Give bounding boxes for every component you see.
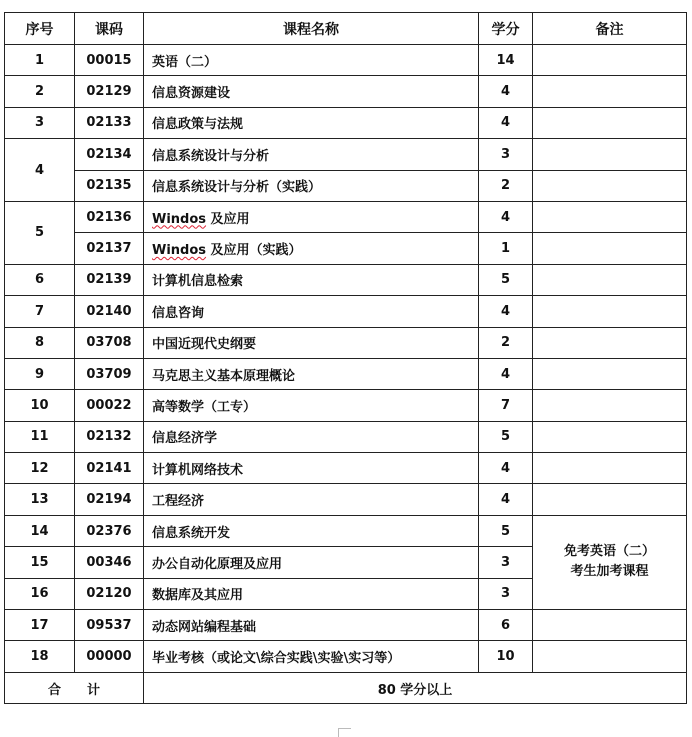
course-name: 英语（二）: [144, 45, 479, 76]
note-line-1: 免考英语（二）: [563, 544, 655, 560]
course-credits: 3: [479, 578, 533, 609]
course-credits: 10: [479, 641, 533, 672]
course-name: 马克思主义基本原理概论: [144, 358, 479, 389]
course-name: 信息咨询: [144, 296, 479, 327]
course-name: [144, 201, 479, 232]
table-row: [5, 515, 687, 546]
note-cell: [533, 76, 687, 107]
header-credits: 学分: [479, 13, 533, 45]
course-credits: 14: [479, 45, 533, 76]
course-credits: 4: [479, 453, 533, 484]
course-credits: 7: [479, 390, 533, 421]
row-index: 6: [5, 264, 75, 295]
note-cell: [533, 484, 687, 515]
note-cell: [533, 390, 687, 421]
total-value: 80 学分以上: [144, 672, 687, 703]
course-name-suffix: 及应用: [206, 211, 250, 227]
row-index: 10: [5, 390, 75, 421]
course-credits: 4: [479, 107, 533, 138]
header-note: 备注: [533, 13, 687, 45]
course-credits: 4: [479, 484, 533, 515]
course-name: 信息系统开发: [144, 515, 479, 546]
course-name-prefix: Windos: [152, 243, 207, 259]
total-row: [5, 672, 687, 703]
course-name: 计算机网络技术: [144, 453, 479, 484]
row-index: 2: [5, 76, 75, 107]
note-cell: [533, 264, 687, 295]
table-row: [5, 45, 687, 76]
course-name: 计算机信息检索: [144, 264, 479, 295]
note-cell: [533, 641, 687, 672]
course-credits: 3: [479, 547, 533, 578]
note-cell: [533, 453, 687, 484]
course-code: 03708: [75, 327, 144, 358]
course-name: 信息政策与法规: [144, 107, 479, 138]
course-credits: 4: [479, 76, 533, 107]
course-name: [144, 233, 479, 264]
table-row: [5, 358, 687, 389]
course-name: 工程经济: [144, 484, 479, 515]
course-code: 00346: [75, 547, 144, 578]
note-block: [533, 515, 687, 609]
course-code: 09537: [75, 610, 144, 641]
course-credits: 1: [479, 233, 533, 264]
course-code: 02135: [75, 170, 144, 201]
table-row: [5, 390, 687, 421]
row-index: 4: [5, 139, 75, 202]
note-line-2: 考生加考课程: [570, 564, 649, 580]
note-cell: [533, 201, 687, 232]
course-credits: 2: [479, 170, 533, 201]
table-row: [5, 233, 687, 264]
course-code: 02134: [75, 139, 144, 170]
header-row: [5, 13, 687, 45]
table-row: [5, 170, 687, 201]
course-credits: 4: [479, 296, 533, 327]
course-code: 02140: [75, 296, 144, 327]
course-code: 02129: [75, 76, 144, 107]
course-code: 02136: [75, 201, 144, 232]
course-name-prefix: Windos: [152, 211, 207, 227]
row-index: 11: [5, 421, 75, 452]
course-name: 信息资源建设: [144, 76, 479, 107]
course-code: 00015: [75, 45, 144, 76]
course-code: 00022: [75, 390, 144, 421]
course-name: 毕业考核（或论文\综合实践\实验\实习等）: [144, 641, 479, 672]
course-code: 02120: [75, 578, 144, 609]
table-row: [5, 107, 687, 138]
course-credits: 4: [479, 201, 533, 232]
header-code: 课码: [75, 13, 144, 45]
table-row: [5, 484, 687, 515]
row-index: 18: [5, 641, 75, 672]
note-cell: [533, 233, 687, 264]
table-row: [5, 201, 687, 232]
table-row: [5, 296, 687, 327]
note-cell: [533, 610, 687, 641]
note-cell: [533, 107, 687, 138]
table-row: [5, 139, 687, 170]
course-credits: 4: [479, 358, 533, 389]
table-row: [5, 453, 687, 484]
row-index: 14: [5, 515, 75, 546]
note-cell: [533, 139, 687, 170]
course-name: 信息经济学: [144, 421, 479, 452]
row-index: 12: [5, 453, 75, 484]
row-index: 9: [5, 358, 75, 389]
table-row: [5, 76, 687, 107]
row-index: 5: [5, 201, 75, 264]
course-name: 办公自动化原理及应用: [144, 547, 479, 578]
header-index: 序号: [5, 13, 75, 45]
row-index: 1: [5, 45, 75, 76]
course-code: 02133: [75, 107, 144, 138]
course-name: 中国近现代史纲要: [144, 327, 479, 358]
row-index: 15: [5, 547, 75, 578]
course-credits: 6: [479, 610, 533, 641]
course-credits: 5: [479, 264, 533, 295]
course-name-suffix: 及应用（实践）: [206, 243, 302, 259]
course-credits: 3: [479, 139, 533, 170]
note-cell: [533, 296, 687, 327]
course-code: 02141: [75, 453, 144, 484]
row-index: 8: [5, 327, 75, 358]
total-label: 合 计: [5, 672, 144, 703]
row-index: 16: [5, 578, 75, 609]
course-name: 信息系统设计与分析: [144, 139, 479, 170]
table-row: [5, 641, 687, 672]
course-code: 02376: [75, 515, 144, 546]
course-code: 00000: [75, 641, 144, 672]
table-row: [5, 610, 687, 641]
course-credits: 5: [479, 515, 533, 546]
course-code: 02137: [75, 233, 144, 264]
course-credits: 2: [479, 327, 533, 358]
course-name: 高等数学（工专）: [144, 390, 479, 421]
course-name: 数据库及其应用: [144, 578, 479, 609]
course-code: 02194: [75, 484, 144, 515]
table-row: [5, 421, 687, 452]
course-code: 02139: [75, 264, 144, 295]
note-cell: [533, 421, 687, 452]
course-name: 动态网站编程基础: [144, 610, 479, 641]
course-name: 信息系统设计与分析（实践）: [144, 170, 479, 201]
note-cell: [533, 358, 687, 389]
course-credits: 5: [479, 421, 533, 452]
course-code: 02132: [75, 421, 144, 452]
note-cell: [533, 327, 687, 358]
row-index: 17: [5, 610, 75, 641]
table-row: [5, 327, 687, 358]
row-index: 3: [5, 107, 75, 138]
course-table: [4, 12, 687, 704]
note-cell: [533, 45, 687, 76]
page-edge-artifact: [338, 728, 351, 737]
header-name: 课程名称: [144, 13, 479, 45]
note-cell: [533, 170, 687, 201]
table-row: [5, 264, 687, 295]
course-code: 03709: [75, 358, 144, 389]
row-index: 7: [5, 296, 75, 327]
row-index: 13: [5, 484, 75, 515]
